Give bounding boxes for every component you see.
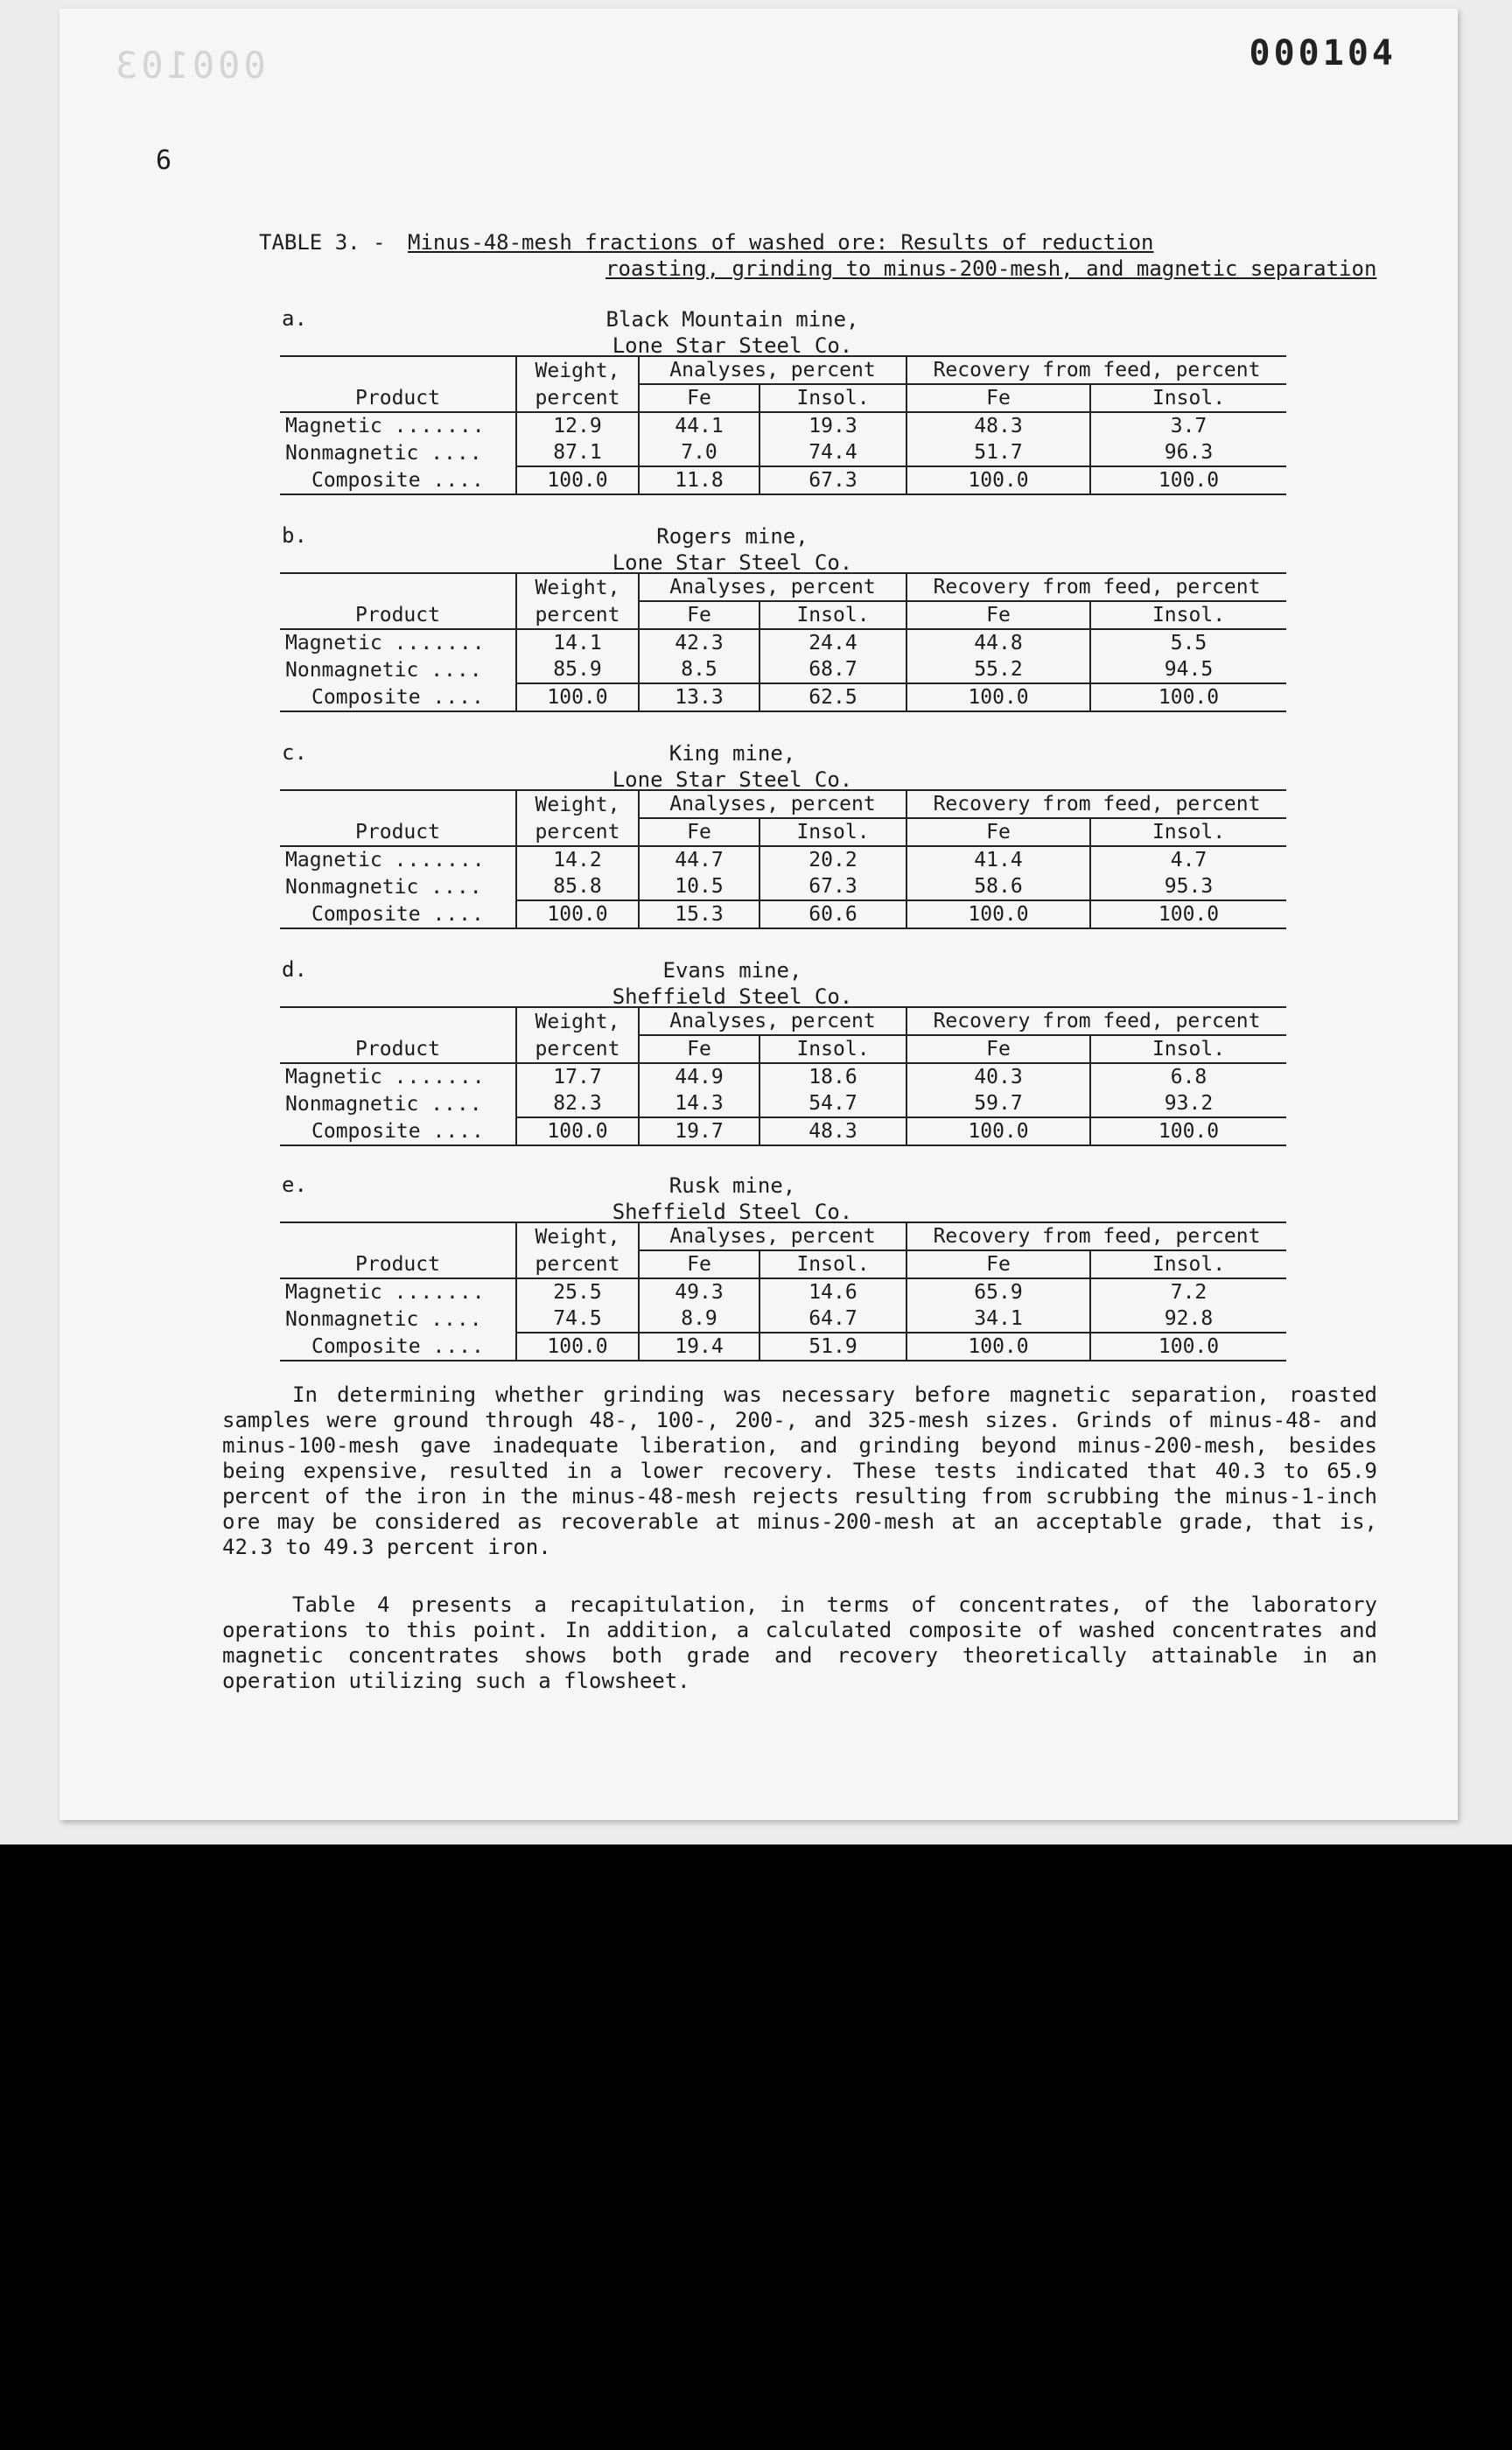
product-cell: [280, 439, 516, 466]
product-cell: [280, 1306, 516, 1333]
document-id: 000104: [1249, 33, 1396, 74]
weight-cell: 100.0: [516, 900, 639, 928]
weight-cell: 100.0: [516, 683, 639, 711]
product-cell: [280, 1117, 516, 1145]
recovery-insol-header: Insol.: [1090, 601, 1286, 629]
product-name: Nonmagnetic: [285, 658, 419, 682]
insol-header: Insol.: [760, 1035, 906, 1063]
analysis-fe-cell: 19.7: [639, 1117, 760, 1145]
weight-unit-header: percent: [516, 601, 639, 629]
recovery-insol-cell: 4.7: [1090, 846, 1286, 873]
dot-leader: .......: [394, 1066, 486, 1088]
product-cell: [280, 873, 516, 900]
recovery-insol-cell: 5.5: [1090, 629, 1286, 656]
analysis-insol-cell: 19.3: [760, 412, 906, 439]
product-name: Magnetic: [285, 849, 382, 872]
analysis-fe-cell: 7.0: [639, 439, 760, 466]
product-cell: [280, 466, 516, 494]
weight-cell: 74.5: [516, 1306, 639, 1333]
recovery-header: Recovery from feed, percent: [906, 573, 1286, 601]
company-name: Sheffield Steel Co.: [612, 984, 853, 1009]
analysis-fe-cell: 49.3: [639, 1278, 760, 1306]
analysis-fe-cell: 13.3: [639, 683, 760, 711]
analysis-fe-cell: 44.7: [639, 846, 760, 873]
analysis-fe-cell: 14.3: [639, 1090, 760, 1117]
recovery-fe-cell: 34.1: [906, 1306, 1090, 1333]
product-name: Magnetic: [285, 415, 382, 438]
dot-leader: ....: [432, 902, 485, 926]
recovery-header: Recovery from feed, percent: [906, 1007, 1286, 1035]
recovery-insol-cell: 100.0: [1090, 466, 1286, 494]
insol-header: Insol.: [760, 1250, 906, 1278]
table-row: [280, 900, 1286, 928]
recovery-insol-cell: 100.0: [1090, 900, 1286, 928]
recovery-fe-cell: 59.7: [906, 1090, 1090, 1117]
recovery-fe-header: Fe: [906, 1035, 1090, 1063]
product-name: Magnetic: [285, 1066, 382, 1088]
analyses-header: Analyses, percent: [639, 1222, 906, 1250]
caption-label: TABLE 3. -: [259, 230, 386, 255]
weight-cell: 82.3: [516, 1090, 639, 1117]
product-header: Product: [355, 1037, 440, 1060]
header-row-2: [280, 1035, 1286, 1063]
recovery-insol-cell: 100.0: [1090, 683, 1286, 711]
recovery-fe-cell: 100.0: [906, 466, 1090, 494]
blank-header: [280, 1222, 516, 1250]
product-cell: [280, 846, 516, 873]
product-cell: [280, 900, 516, 928]
table-row: [280, 1306, 1286, 1333]
weight-header: Weight,: [516, 356, 639, 384]
recovery-header: Recovery from feed, percent: [906, 356, 1286, 384]
product-cell: [280, 629, 516, 656]
weight-cell: 100.0: [516, 1117, 639, 1145]
weight-cell: 85.9: [516, 656, 639, 683]
header-row-2: [280, 384, 1286, 412]
dot-leader: ....: [430, 875, 483, 899]
fe-header: Fe: [639, 1035, 760, 1063]
analysis-insol-cell: 67.3: [760, 873, 906, 900]
company-name: Lone Star Steel Co.: [612, 550, 853, 575]
product-name: Composite: [312, 1334, 421, 1358]
recovery-fe-cell: 55.2: [906, 656, 1090, 683]
analysis-fe-cell: 44.9: [639, 1063, 760, 1090]
dot-leader: .......: [394, 1281, 486, 1304]
product-cell: [280, 1333, 516, 1361]
dot-leader: ....: [430, 1092, 483, 1116]
analysis-fe-cell: 44.1: [639, 412, 760, 439]
recovery-fe-cell: 65.9: [906, 1278, 1090, 1306]
product-header: Product: [355, 820, 440, 844]
weight-cell: 14.1: [516, 629, 639, 656]
analysis-insol-cell: 54.7: [760, 1090, 906, 1117]
table-letter: b.: [282, 523, 307, 548]
recovery-fe-cell: 40.3: [906, 1063, 1090, 1090]
weight-unit-header: percent: [516, 1035, 639, 1063]
blank-header: [280, 1007, 516, 1035]
table-row: [280, 1278, 1286, 1306]
dot-leader: .......: [394, 849, 486, 872]
dot-leader: ....: [430, 658, 483, 682]
table-row: [280, 1090, 1286, 1117]
product-cell: [280, 1278, 516, 1306]
header-row-2: [280, 818, 1286, 846]
recovery-insol-cell: 94.5: [1090, 656, 1286, 683]
recovery-fe-cell: 41.4: [906, 846, 1090, 873]
weight-header: Weight,: [516, 1222, 639, 1250]
analyses-header: Analyses, percent: [639, 573, 906, 601]
product-name: Magnetic: [285, 632, 382, 654]
blank-header: [280, 356, 516, 384]
weight-cell: 100.0: [516, 1333, 639, 1361]
mine-name: Evans mine,: [662, 958, 802, 983]
table-row: [280, 1117, 1286, 1145]
analysis-fe-cell: 42.3: [639, 629, 760, 656]
dot-leader: ....: [432, 1119, 485, 1143]
dot-leader: .......: [394, 632, 486, 654]
table-letter: e.: [282, 1172, 307, 1197]
blank-header: [280, 790, 516, 818]
dot-leader: ....: [430, 1307, 483, 1331]
recovery-fe-cell: 48.3: [906, 412, 1090, 439]
insol-header: Insol.: [760, 601, 906, 629]
recovery-insol-cell: 95.3: [1090, 873, 1286, 900]
analysis-insol-cell: 67.3: [760, 466, 906, 494]
analysis-insol-cell: 48.3: [760, 1117, 906, 1145]
table-row: [280, 846, 1286, 873]
results-table: [280, 355, 1286, 495]
header-row-1: [280, 573, 1286, 601]
recovery-insol-cell: 7.2: [1090, 1278, 1286, 1306]
analysis-fe-cell: 19.4: [639, 1333, 760, 1361]
recovery-insol-header: Insol.: [1090, 1035, 1286, 1063]
recovery-insol-header: Insol.: [1090, 818, 1286, 846]
mine-name: Rusk mine,: [668, 1173, 796, 1198]
header-row-2: [280, 1250, 1286, 1278]
recovery-fe-header: Fe: [906, 1250, 1090, 1278]
recovery-insol-cell: 3.7: [1090, 412, 1286, 439]
results-table: [280, 1006, 1286, 1146]
recovery-insol-cell: 6.8: [1090, 1063, 1286, 1090]
company-name: Sheffield Steel Co.: [612, 1200, 853, 1224]
recovery-insol-cell: 100.0: [1090, 1117, 1286, 1145]
paragraph-text: In determining whether grinding was necessary before magnetic separation, roasted samples were ground through 48-, 100-, 200-, and 325-mesh sizes. Grinds of minus-48- and minus-100-mesh gave inadequate liberation, and grinding beyond minus-200-mesh, besides being expensive, resulted in a lower recovery. These tests indicated that 40.3 to 65.9 percent of the iron in the minus-48-mesh rejects resulting from scrubbing the minus-1-inch ore may be considered as recoverable at minus-200-mesh at an acceptable grade, that is, 42.3 to 49.3 percent iron.: [222, 1382, 1377, 1559]
analysis-insol-cell: 60.6: [760, 900, 906, 928]
document-page: [60, 9, 1458, 1820]
analyses-header: Analyses, percent: [639, 790, 906, 818]
recovery-header: Recovery from feed, percent: [906, 790, 1286, 818]
product-header: Product: [355, 1252, 440, 1276]
recovery-fe-cell: 100.0: [906, 900, 1090, 928]
product-cell: [280, 656, 516, 683]
recovery-insol-cell: 93.2: [1090, 1090, 1286, 1117]
fe-header: Fe: [639, 818, 760, 846]
analysis-insol-cell: 64.7: [760, 1306, 906, 1333]
weight-cell: 14.2: [516, 846, 639, 873]
recovery-insol-cell: 92.8: [1090, 1306, 1286, 1333]
product-name: Nonmagnetic: [285, 1092, 419, 1116]
recovery-insol-header: Insol.: [1090, 1250, 1286, 1278]
caption-line-2: roasting, grinding to minus-200-mesh, and magnetic separation: [606, 256, 1377, 281]
mine-name: Rogers mine,: [656, 524, 808, 549]
dot-leader: ....: [430, 441, 483, 465]
product-header: Product: [355, 603, 440, 626]
table-letter: a.: [282, 306, 307, 331]
results-table: [280, 789, 1286, 929]
product-name: Composite: [312, 685, 421, 709]
product-name: Composite: [312, 1119, 421, 1143]
product-name: Nonmagnetic: [285, 875, 419, 899]
weight-cell: 12.9: [516, 412, 639, 439]
product-name: Nonmagnetic: [285, 441, 419, 465]
analysis-insol-cell: 68.7: [760, 656, 906, 683]
table-row: [280, 412, 1286, 439]
analysis-insol-cell: 62.5: [760, 683, 906, 711]
weight-cell: 87.1: [516, 439, 639, 466]
bleed-through-number: 000103: [112, 44, 266, 87]
header-row-1: [280, 1007, 1286, 1035]
analysis-insol-cell: 20.2: [760, 846, 906, 873]
recovery-insol-header: Insol.: [1090, 384, 1286, 412]
weight-unit-header: percent: [516, 384, 639, 412]
results-table: [280, 1222, 1286, 1362]
dot-leader: ....: [432, 1334, 485, 1358]
header-row-2: [280, 601, 1286, 629]
weight-header: Weight,: [516, 1007, 639, 1035]
caption-line-1: Minus-48-mesh fractions of washed ore: Results of reduction: [408, 230, 1154, 255]
header-row-1: [280, 1222, 1286, 1250]
weight-unit-header: percent: [516, 1250, 639, 1278]
weight-cell: 17.7: [516, 1063, 639, 1090]
page-number: 6: [156, 145, 172, 176]
analyses-header: Analyses, percent: [639, 356, 906, 384]
product-cell: [280, 412, 516, 439]
product-header: Product: [355, 386, 440, 410]
mine-name: King mine,: [668, 741, 796, 766]
recovery-header: Recovery from feed, percent: [906, 1222, 1286, 1250]
company-name: Lone Star Steel Co.: [612, 333, 853, 358]
product-cell: [280, 683, 516, 711]
body-paragraph-2: [222, 1592, 1377, 1694]
header-row-1: [280, 356, 1286, 384]
recovery-fe-cell: 58.6: [906, 873, 1090, 900]
analysis-insol-cell: 14.6: [760, 1278, 906, 1306]
analyses-header: Analyses, percent: [639, 1007, 906, 1035]
recovery-fe-header: Fe: [906, 384, 1090, 412]
product-name: Magnetic: [285, 1281, 382, 1304]
fe-header: Fe: [639, 384, 760, 412]
product-name: Nonmagnetic: [285, 1307, 419, 1331]
recovery-fe-header: Fe: [906, 818, 1090, 846]
mine-name: Black Mountain mine,: [606, 307, 859, 332]
recovery-insol-cell: 96.3: [1090, 439, 1286, 466]
dot-leader: .......: [394, 415, 486, 438]
header-row-1: [280, 790, 1286, 818]
analysis-insol-cell: 24.4: [760, 629, 906, 656]
product-name: Composite: [312, 468, 421, 492]
analysis-fe-cell: 11.8: [639, 466, 760, 494]
blank-header: [280, 573, 516, 601]
insol-header: Insol.: [760, 384, 906, 412]
table-row: [280, 683, 1286, 711]
recovery-fe-cell: 100.0: [906, 1333, 1090, 1361]
analysis-fe-cell: 15.3: [639, 900, 760, 928]
analysis-insol-cell: 74.4: [760, 439, 906, 466]
weight-header: Weight,: [516, 790, 639, 818]
table-row: [280, 439, 1286, 466]
product-cell: [280, 1090, 516, 1117]
dot-leader: ....: [432, 685, 485, 709]
weight-cell: 85.8: [516, 873, 639, 900]
analysis-fe-cell: 8.5: [639, 656, 760, 683]
weight-header: Weight,: [516, 573, 639, 601]
analysis-fe-cell: 8.9: [639, 1306, 760, 1333]
analysis-fe-cell: 10.5: [639, 873, 760, 900]
analysis-insol-cell: 51.9: [760, 1333, 906, 1361]
table-row: [280, 1333, 1286, 1361]
weight-unit-header: percent: [516, 818, 639, 846]
paragraph-text: Table 4 presents a recapitulation, in terms of concentrates, of the laboratory operations to this point. In addition, a calculated composite of washed concentrates and magnetic concentrates shows both grade and recovery theoretically attainable in an operation utilizing such a flowsheet.: [222, 1592, 1377, 1693]
product-cell: [280, 1063, 516, 1090]
recovery-fe-cell: 51.7: [906, 439, 1090, 466]
recovery-insol-cell: 100.0: [1090, 1333, 1286, 1361]
dot-leader: ....: [432, 468, 485, 492]
table-row: [280, 466, 1286, 494]
results-table: [280, 572, 1286, 712]
table-row: [280, 656, 1286, 683]
recovery-fe-header: Fe: [906, 601, 1090, 629]
product-name: Composite: [312, 902, 421, 926]
recovery-fe-cell: 100.0: [906, 683, 1090, 711]
table-row: [280, 1063, 1286, 1090]
table-row: [280, 629, 1286, 656]
company-name: Lone Star Steel Co.: [612, 767, 853, 792]
fe-header: Fe: [639, 1250, 760, 1278]
body-paragraph-1: [222, 1382, 1377, 1560]
table-letter: d.: [282, 957, 307, 982]
table-row: [280, 873, 1286, 900]
table-letter: c.: [282, 740, 307, 765]
recovery-fe-cell: 100.0: [906, 1117, 1090, 1145]
analysis-insol-cell: 18.6: [760, 1063, 906, 1090]
weight-cell: 100.0: [516, 466, 639, 494]
insol-header: Insol.: [760, 818, 906, 846]
fe-header: Fe: [639, 601, 760, 629]
weight-cell: 25.5: [516, 1278, 639, 1306]
recovery-fe-cell: 44.8: [906, 629, 1090, 656]
